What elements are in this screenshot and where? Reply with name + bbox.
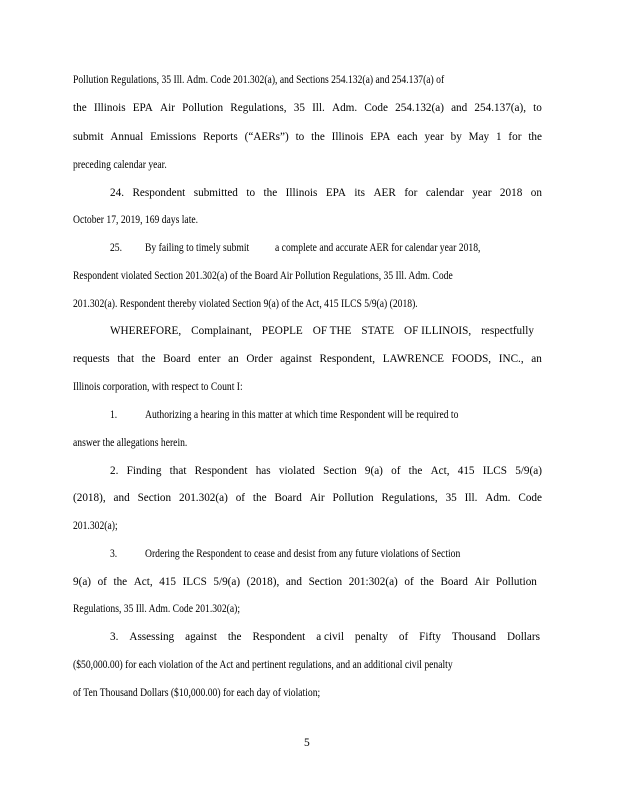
- word: the: [141, 353, 156, 365]
- word: Thousand: [451, 631, 497, 643]
- word: OF THE: [312, 325, 352, 337]
- word: Board: [163, 353, 191, 365]
- word: to: [246, 187, 256, 199]
- word: the: [408, 465, 423, 477]
- word: the: [227, 631, 242, 643]
- word: Dollars: [507, 631, 540, 643]
- item-3a-line-2: [73, 575, 537, 589]
- word: the: [528, 131, 542, 143]
- item-1-line-1: Authorizing a hearing in this matter at which time Respondent will be required to: [145, 409, 459, 421]
- word: 24.: [110, 187, 124, 199]
- word: 1: [495, 131, 502, 143]
- word: of: [404, 576, 414, 588]
- word: enter: [198, 353, 221, 365]
- word: Air: [474, 576, 490, 588]
- word: LAWRENCE: [382, 353, 444, 365]
- word: STATE: [361, 325, 395, 337]
- word: Adm.: [485, 492, 511, 504]
- paragraph-24-line-1: [110, 186, 542, 200]
- wherefore-line-1: [110, 324, 534, 338]
- word: the: [263, 187, 278, 199]
- word: Code: [364, 102, 388, 114]
- word: against: [185, 631, 217, 643]
- text-line-4: preceding calendar year.: [73, 159, 167, 171]
- word: Order: [246, 353, 273, 365]
- word: Respondent: [194, 465, 248, 477]
- word: Board: [440, 576, 468, 588]
- word: that: [117, 353, 135, 365]
- word: Air: [309, 492, 325, 504]
- word: penalty: [354, 631, 388, 643]
- word: Act,: [133, 576, 153, 588]
- word: Regulations,: [381, 492, 438, 504]
- word: EPA: [132, 102, 153, 114]
- word: for: [508, 131, 522, 143]
- word: the: [311, 131, 325, 143]
- item-3b-line-1: [110, 630, 540, 644]
- word: and: [451, 102, 468, 114]
- item-3a-line-1: Ordering the Respondent to cease and desist from any future violations of Section: [145, 548, 461, 560]
- word: Act,: [430, 465, 450, 477]
- item-3a-number: 3.: [110, 548, 118, 560]
- item-2-line-1: [110, 464, 542, 478]
- word: of: [398, 631, 409, 643]
- page-number: 5: [304, 737, 310, 749]
- word: and: [113, 492, 130, 504]
- word: Respondent: [252, 631, 306, 643]
- word: PEOPLE: [261, 325, 303, 337]
- word: 35: [445, 492, 457, 504]
- word: its: [354, 187, 365, 199]
- word: 415: [159, 576, 176, 588]
- word: Section: [308, 576, 343, 588]
- paragraph-25-line-2: Respondent violated Section 201.302(a) of the Board Air Pollution Regulations, 35 Ill. Adm. Code: [73, 270, 453, 282]
- word: Pollution: [495, 576, 537, 588]
- word: 9(a): [73, 576, 92, 588]
- word: (2018),: [73, 492, 106, 504]
- paragraph-25-line-3: 201.302(a). Respondent thereby violated Section 9(a) of the Act, 415 ILCS 5/9(a) (2018).: [73, 298, 418, 310]
- word: has: [255, 465, 271, 477]
- word: Section: [137, 492, 172, 504]
- word: Code: [518, 492, 542, 504]
- word: an: [531, 353, 542, 365]
- word: Respondent: [132, 187, 186, 199]
- word: 201.302(a): [179, 492, 228, 504]
- word: Ill.: [464, 492, 478, 504]
- word: ILCS: [482, 465, 507, 477]
- word: Board: [274, 492, 302, 504]
- paragraph-25-line-1b: a complete and accurate AER for calendar year 2018,: [275, 242, 481, 254]
- word: 35: [293, 102, 305, 114]
- word: a civil: [316, 631, 344, 643]
- item-2-line-2: [73, 491, 542, 505]
- word: 254.137(a),: [474, 102, 526, 114]
- item-3a-line-3: Regulations, 35 Ill. Adm. Code 201.302(a);: [73, 603, 241, 615]
- word: May: [468, 131, 490, 143]
- word: FOODS,: [451, 353, 492, 365]
- word: Finding: [126, 465, 162, 477]
- word: Complainant,: [191, 325, 252, 337]
- word: 254.132(a): [395, 102, 444, 114]
- word: Fifty: [419, 631, 441, 643]
- word: 5/9(a): [515, 465, 542, 477]
- paragraph-25-number: 25.: [110, 242, 123, 254]
- item-2-line-3: 201.302(a);: [73, 520, 118, 532]
- item-1-number: 1.: [110, 409, 118, 421]
- item-3b-line-2: ($50,000.00) for each violation of the Act and pertinent regulations, and an additional civil penalty: [73, 659, 453, 671]
- word: by: [450, 131, 462, 143]
- wherefore-line-3: Illinois corporation, with respect to Count I:: [73, 381, 243, 393]
- word: Respondent,: [319, 353, 376, 365]
- word: Emissions: [150, 131, 197, 143]
- word: 2018: [499, 187, 523, 199]
- word: for: [404, 187, 418, 199]
- word: Adm.: [332, 102, 358, 114]
- wherefore-line-2: [73, 352, 542, 366]
- word: Air: [160, 102, 175, 114]
- word: violated: [278, 465, 315, 477]
- word: (2018),: [246, 576, 280, 588]
- word: Pollution: [332, 492, 374, 504]
- word: Annual: [110, 131, 144, 143]
- word: submitted: [193, 187, 238, 199]
- text-line-2: [73, 101, 542, 115]
- word: Assessing: [129, 631, 175, 643]
- word: ILCS: [182, 576, 207, 588]
- word: Pollution: [182, 102, 224, 114]
- item-1-line-2: answer the allegations herein.: [73, 437, 188, 449]
- word: 3.: [110, 631, 119, 643]
- word: Illinois: [331, 131, 364, 143]
- word: EPA: [325, 187, 346, 199]
- word: calendar: [425, 187, 464, 199]
- word: OF ILLINOIS,: [404, 325, 472, 337]
- word: to: [533, 102, 542, 114]
- word: of: [235, 492, 246, 504]
- word: an: [228, 353, 239, 365]
- word: on: [530, 187, 542, 199]
- text-line-1: Pollution Regulations, 35 Ill. Adm. Code 201.302(a), and Sections 254.132(a) and 254.137(a) of: [73, 74, 445, 86]
- word: of: [391, 465, 401, 477]
- word: 415: [457, 465, 475, 477]
- word: Illinois: [285, 187, 318, 199]
- text-line-3: [73, 130, 542, 144]
- word: the: [252, 492, 267, 504]
- word: AER: [373, 187, 396, 199]
- paragraph-24-line-2: October 17, 2019, 169 days late.: [73, 214, 199, 226]
- word: year: [424, 131, 444, 143]
- word: to: [295, 131, 305, 143]
- item-3b-line-3: of Ten Thousand Dollars ($10,000.00) for each day of violation;: [73, 687, 321, 699]
- word: Ill.: [312, 102, 325, 114]
- word: the: [73, 102, 87, 114]
- word: Regulations,: [230, 102, 287, 114]
- word: 201:302(a): [348, 576, 398, 588]
- word: Reports: [202, 131, 238, 143]
- word: each: [397, 131, 418, 143]
- word: WHEREFORE,: [110, 325, 182, 337]
- word: EPA: [370, 131, 391, 143]
- word: INC.,: [498, 353, 524, 365]
- word: the: [113, 576, 128, 588]
- word: Illinois: [93, 102, 126, 114]
- word: 9(a): [364, 465, 383, 477]
- word: and: [285, 576, 302, 588]
- paragraph-25-line-1a: By failing to timely submit: [145, 242, 250, 254]
- word: year: [472, 187, 492, 199]
- word: 5/9(a): [213, 576, 241, 588]
- word: the: [420, 576, 434, 588]
- word: respectfully: [481, 325, 534, 337]
- word: (“AERs”): [244, 131, 289, 143]
- word: of: [97, 576, 107, 588]
- word: against: [280, 353, 312, 365]
- word: Section: [323, 465, 357, 477]
- word: submit: [73, 131, 104, 143]
- word: that: [169, 465, 187, 477]
- word: 2.: [110, 465, 119, 477]
- word: requests: [73, 353, 110, 365]
